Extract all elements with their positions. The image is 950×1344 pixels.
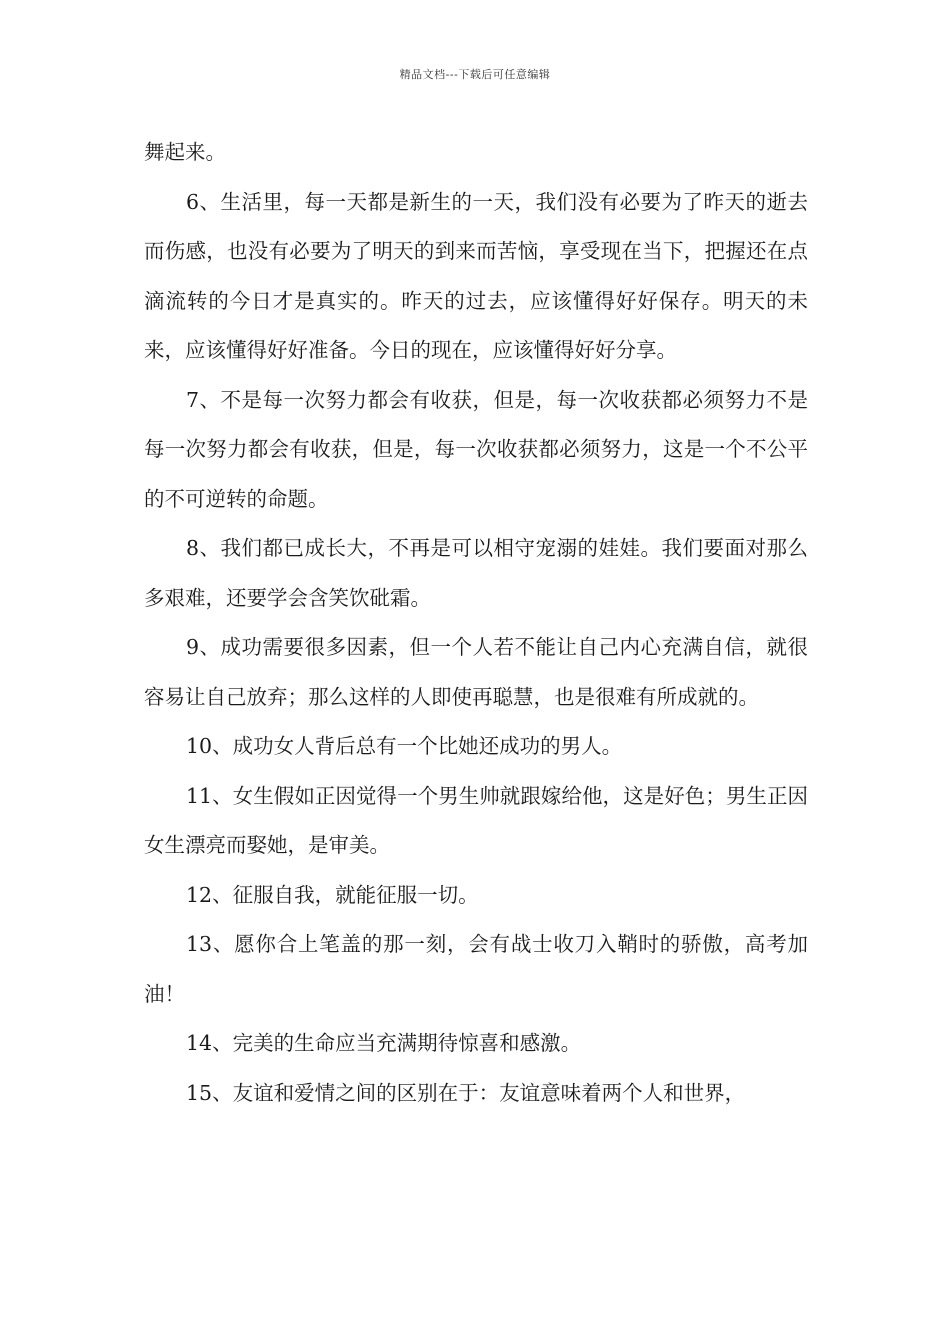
paragraph-11: 11、女生假如正因觉得一个男生帅就跟嫁给他，这是好色；男生正因女生漂亮而娶她，是审美。 [144,783,808,857]
paragraph-7: 7、不是每一次努力都会有收获，但是，每一次收获都必须努力不是每一次努力都会有收获，但是，每一次收获都必须努力，这是一个不公平的不可逆转的命题。 [144,387,808,511]
paragraph-8: 8、我们都已成长大，不再是可以相守宠溺的娃娃。我们要面对那么多艰难，还要学会含笑饮砒霜。 [144,536,808,610]
paragraph-14: 14、完美的生命应当充满期待惊喜和感激。 [186,1031,582,1055]
paragraph-15: 15、友谊和爱情之间的区别在于：友谊意味着两个人和世界， [186,1080,746,1105]
paragraph-12: 12、征服自我，就能征服一切。 [186,882,479,907]
paragraph-10: 10、成功女人背后总有一个比她还成功的男人。 [186,734,623,758]
paragraph-continuation: 舞起来。 [144,140,226,164]
document-body [144,128,808,1118]
page-header: 精品文档---下载后可任意编辑 [399,68,551,81]
paragraph-6: 6、生活里，每一天都是新生的一天，我们没有必要为了昨天的逝去而伤感，也没有必要为了明天的到来而苦恼，享受现在当下，把握还在点滴流转的今日才是真实的。昨天的过去，应该懂得好好保存。明天的未来，应该懂得好好准备。今日的现在，应该懂得好好分享。 [144,189,808,362]
paragraph-13: 13、愿你合上笔盖的那一刻，会有战士收刀入鞘时的骄傲，高考加油！ [144,932,808,1006]
paragraph-9: 9、成功需要很多因素，但一个人若不能让自己内心充满自信，就很容易让自己放弃；那么这样的人即使再聪慧，也是很难有所成就的。 [144,635,808,709]
